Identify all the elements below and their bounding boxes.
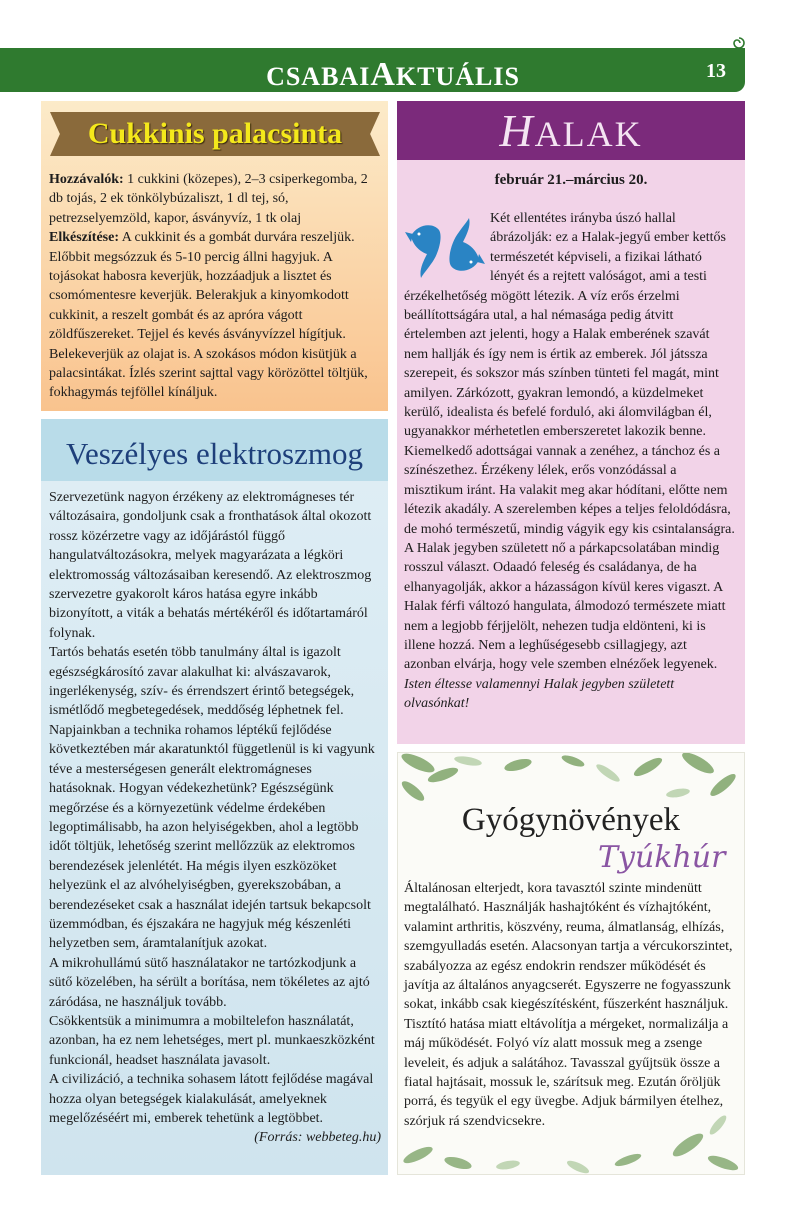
paragraph: A mikrohullámú sütő használatakor ne tartózkodjunk a sütő közelében, ha sérült a borítása, nem tökéletes az ajtó záródása, ne használjuk tovább.	[49, 955, 370, 1010]
source-citation: (Forrás: webbeteg.hu)	[254, 1130, 381, 1146]
electrosmog-title: Veszélyes elektroszmog	[66, 436, 363, 471]
herbs-subtitle: Tyúkhúr	[598, 840, 726, 875]
paragraph: Tartós behatás esetén több tanulmány által is igazolt egészségkárosító zavar alakulhat ki: alvászavarok, ingerlékenység, szív- és érrendszert érintő betegségek, ismétlődő megbetegedések, meddőség léphetnek fel. Napjainkban a technika rohamos léptékű fejlődése következtében már akaratunktól függetlenül is ki vagyunk téve a mesterségesen generált elektromágneses hatásoknak. Hogyan védekezhetünk? Egészségünk megőrzése és a környezetünk védelme érdekében legoptimálisabb, ha azon helyiségekben, ahol a legtöbb időt töltjük, lehetőség szerint mellőzzük az elektromos berendezések jelenlétét. Ha mégis ilyen eszközöket helyezünk el az alvóhelyiségben, gyerekszobában, a berendezéseket csak a használat idején tartsuk bekapcsolt üzemmódban, és éjszakára ne hagyjuk még készenléti helyzetben sem, áramtalanítjuk azokat.	[49, 645, 375, 952]
halak-text: Két ellentétes irányba úszó hallal ábrázolják: ez a Halak-jegyű ember kettős természetét képviseli, a fizikai látható lényét és a rejtett valóságot, ami a testi érzékelhetőség mögött létezik. A víz erős érzelmi beállítottságára utal, a hal némasága pedig átvitt értelemben azt jelenti, hogy a Halak emberének szavát nem hallják és így nem is értik az emberek. Jól játssza szerepeit, és sokszor más színben tünteti fel magát, mint amilyen. Zárkózott, gyakran lemondó, a küzdelmeket kerülő, idealista és befelé forduló, aki álomvilágban él, ugyanakkor mérhetetlen emberszeretet lakozik benne. Kiemelkedő adottságai vannak a zenéhez, a tánchoz és a színészethez. Érzékeny lélek, erős vonzódással a misztikum iránt. Ha valakit meg akar hódítani, előtte nem létezik akadály. A szerelemben képes a teljes feloldódásra, de mohó természetű, mindig vágyik egy kis csintalanságra. A Halak jegyben született nő a párkapcsolatában mindig rosszul választ. Odaadó feleség és családanya, de ha elhanyagolják, akkor a házasságon kívül keres vigaszt. A Halak férfi változó hangulata, álmodozó természete miatt nem a legjobb férjjelölt, nehezen tudja eldönteni, ki is illene hozzá. Nem a leghűségesebb csillagjegy, azt azonban elvárja, hogy vele szemben elnézőek legyenek. Isten éltesse valamennyi Halak jegyben született olvasónkat!	[404, 211, 735, 712]
paragraph: Szervezetünk nagyon érzékeny az elektromágneses tér változásaira, gondoljunk csak a fronthatások által okozott rossz közérzetre vagy az időjárástól függő hangulatváltozásokra, melyek magyarázata a légköri elektromosság változásaiban keresendő. Az elektroszmog szervezetre gyakorolt káros hatása egyre inkább bizonyított, a viták a behatás mértékéről és időtartamáról folynak.	[49, 490, 372, 641]
recipe-text: Hozzávalók: 1 cukkini (közepes), 2–3 csiperkegomba, 2 db tojás, 2 ek tönkölybúzaliszt, 1 dl tej, só, petrezselyemzöld, kapor, ásványvíz, 1 tk olaj Elkészítése: A cukkinit és a gombát durvára reszeljük. Előbbit megsózzuk és 5-10 percig állni hagyjuk. A tojásokat habosra keverjük, hozzáadjuk a lisztet és csomómentesre keverjük. Belerakjuk a kinyomkodott cukkinit, a reszelt gombát és az apróra vágott zöldfűszereket. Tejjel és kevés ásványvízzel hígítjuk. Belekeverjük az olajat is. A szokásos módon kisütjük a palacsintákat. Ízlés szerint sajttal vagy körözöttel töltjük, fokhagymás tejföllel kínáljuk.	[49, 172, 368, 401]
swirl-icon	[732, 36, 746, 50]
electrosmog-text	[49, 488, 381, 1148]
halak-greeting: Isten éltesse valamennyi Halak jegyben született olvasónkat!	[404, 676, 675, 712]
herbs-text: Általánosan elterjedt, kora tavasztól szinte mindenütt megtalálható. Használják hashajtóként és vízhajtóként, valamint arthritis, köszvény, reuma, álmatlanság, elhízás, szemgyulladás esetén. Alacsonyan tartja a vércukorszintet, szabályozza az egész endokrin rendszer működését és javítja az általános anyagcserét. Egyszerre ne fogyasszunk sokat, inkább csak kiegészítésként, fűszerként használjuk. Tisztító hatása miatt eltávolítja a mérgeket, normalizálja a máj működését. Folyó víz alatt mossuk meg a zsenge leveleit, és adjuk a salátához. Tavasszal gyűjtsük össze a fiatal hajtásait, mossuk le, szárítsuk meg. Ezután őröljük porrá, és tegyük el egy üvegbe. Adjuk bármilyen ételhez, szórjuk rá szendvicsekre.	[404, 881, 733, 1129]
page-number: 13	[706, 60, 726, 82]
paragraph: Csökkentsük a minimumra a mobiltelefon használatát, azonban, ha ez nem lehetséges, mert pl. munkaeszközként funkcionál, headset használata javasolt.	[49, 1013, 375, 1068]
recipe-title: Cukkinis palacsinta	[87, 117, 343, 150]
paragraph: A civilizáció, a technika sohasem látott fejlődése magával hozza olyan betegségek kialakulását, amelyeknek megelőzéséért mi, emberek tehetünk a legtöbbet. (Forrás: webbeteg.hu)	[49, 1070, 381, 1128]
magazine-title: CSABAIAKTUÁLIS	[266, 56, 520, 93]
halak-date: február 21.–március 20.	[494, 172, 648, 188]
herbs-title: Gyógynövények	[461, 802, 681, 838]
halak-title: HALAK	[499, 105, 643, 156]
